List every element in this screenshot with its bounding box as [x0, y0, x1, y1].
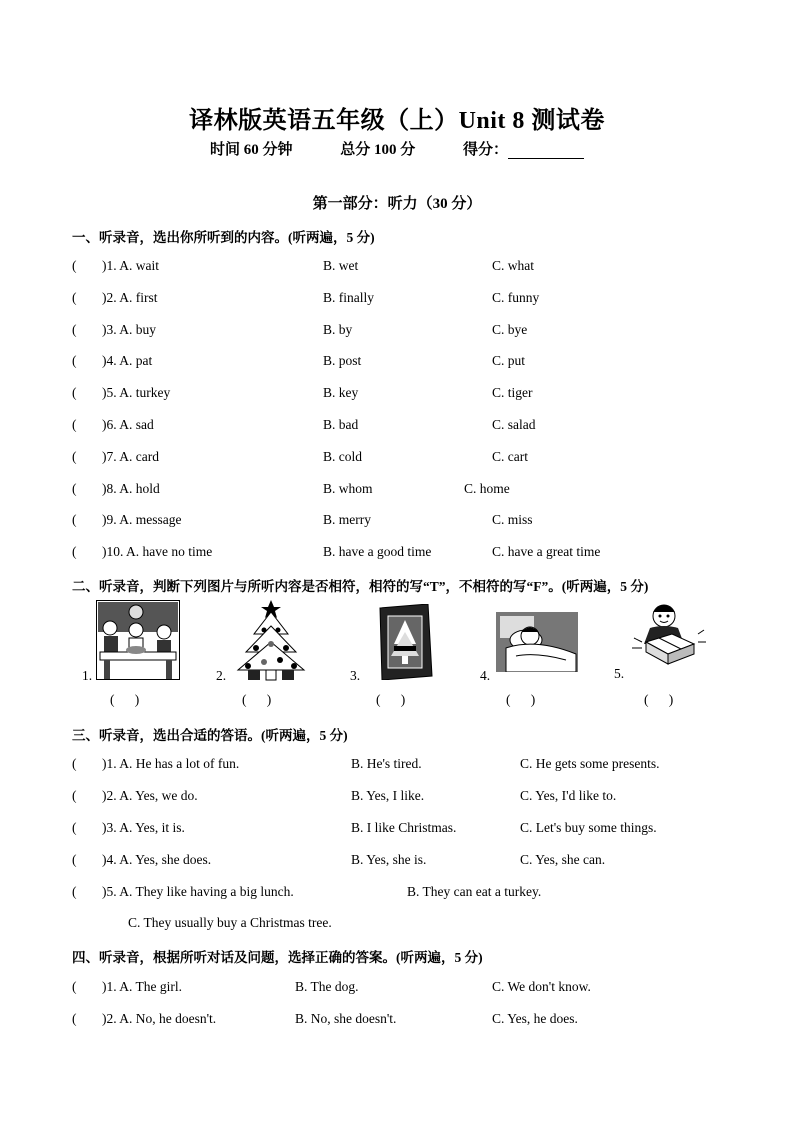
question-row [72, 756, 732, 776]
answer-paren[interactable]: ( [72, 979, 77, 994]
picture-number: 4. [480, 668, 491, 683]
total-score: 总分 100 分 [340, 142, 416, 158]
option-b: B. wet [323, 258, 359, 273]
option-a: )4. A. pat [102, 353, 153, 369]
answer-blank[interactable]: ( ) [242, 692, 272, 707]
option-c: C. put [492, 353, 526, 369]
answer-paren[interactable]: ( [72, 321, 77, 337]
option-c: C. Let's buy some things. [520, 820, 657, 835]
section3-heading: 三、听录音，选出合适的答语。(听两遍，5 分) [72, 728, 348, 743]
option-a: )5. A. They like having a big lunch. [102, 884, 294, 899]
question-row [72, 417, 732, 437]
question-row [72, 884, 732, 930]
option-a: )7. A. card [102, 448, 159, 464]
option-a: )8. A. hold [102, 480, 160, 496]
option-c: C. We don't know. [492, 979, 591, 994]
option-c: C. what [492, 258, 534, 273]
question-row [72, 512, 732, 532]
option-a: )3. A. Yes, it is. [102, 820, 185, 835]
option-a: )2. A. Yes, we do. [102, 788, 198, 803]
answer-blank[interactable]: ( ) [506, 692, 536, 707]
answer-paren[interactable]: ( [72, 385, 77, 401]
option-c: C. cart [492, 448, 528, 464]
score-blank[interactable] [508, 144, 584, 159]
picture-number: 2. [216, 668, 227, 683]
boy-with-present-picture [628, 598, 706, 668]
option-b: B. The dog. [295, 979, 359, 994]
answer-paren[interactable]: ( [72, 852, 77, 867]
question-row [72, 481, 732, 501]
answer-paren[interactable]: ( [72, 448, 77, 464]
answer-paren[interactable]: ( [72, 353, 77, 369]
option-b: B. by [323, 321, 353, 337]
sleeping-boy-picture [496, 612, 578, 672]
question-row [72, 820, 732, 840]
option-a: )1. A. wait [102, 258, 159, 273]
answer-paren[interactable]: ( [72, 512, 77, 528]
answer-paren[interactable]: ( [72, 289, 77, 305]
option-a: )5. A. turkey [102, 385, 171, 401]
picture-number: 3. [350, 668, 361, 683]
family-dinner-picture [96, 600, 180, 680]
answer-paren[interactable]: ( [72, 417, 77, 432]
answer-paren[interactable]: ( [72, 544, 77, 560]
option-c: C. funny [492, 289, 540, 305]
option-b: B. They can eat a turkey. [407, 884, 542, 899]
answer-blank[interactable]: ( ) [110, 692, 140, 707]
question-row [72, 449, 732, 469]
time-limit: 时间 60 分钟 [209, 142, 293, 158]
option-c: C. miss [492, 512, 533, 528]
option-c: C. tiger [492, 385, 533, 401]
question-row [72, 852, 732, 872]
answer-paren[interactable]: ( [72, 820, 77, 835]
option-b: B. cold [323, 448, 362, 464]
question-row [72, 544, 732, 564]
picture-number: 5. [614, 666, 625, 681]
option-b: B. key [323, 385, 359, 401]
option-c: C. Yes, he does. [492, 1011, 578, 1026]
option-c: C. salad [492, 417, 536, 432]
answer-paren[interactable]: ( [72, 258, 77, 273]
option-b: B. post [323, 353, 362, 369]
option-a: )1. A. The girl. [102, 979, 182, 994]
option-b: B. whom [323, 480, 373, 496]
score-label: 得分： [463, 142, 509, 158]
answer-paren[interactable]: ( [72, 1011, 77, 1026]
answer-paren[interactable]: ( [72, 884, 77, 899]
option-a: )6. A. sad [102, 417, 154, 432]
option-a: )4. A. Yes, she does. [102, 852, 212, 867]
option-c: C. Yes, I'd like to. [520, 788, 617, 803]
option-c: C. home [464, 480, 510, 496]
answer-blank[interactable]: ( ) [376, 692, 406, 707]
score-field [463, 138, 584, 159]
option-c: C. bye [492, 321, 528, 337]
picture-row [72, 598, 722, 718]
option-c: C. have a great time [492, 544, 601, 560]
option-b: B. Yes, she is. [351, 852, 427, 867]
option-b: B. finally [323, 289, 374, 305]
option-b: B. merry [323, 512, 371, 528]
option-b: B. I like Christmas. [351, 820, 457, 835]
option-a: )2. A. first [102, 289, 158, 305]
section4-heading: 四、听录音，根据所听对话及问题，选择正确的答案。(听两遍，5 分) [72, 950, 483, 965]
option-c: C. They usually buy a Christmas tree. [128, 915, 332, 930]
option-a: )1. A. He has a lot of fun. [102, 756, 240, 771]
question-row [72, 353, 732, 373]
christmas-card-picture [378, 604, 434, 680]
answer-paren[interactable]: ( [72, 788, 77, 803]
option-b: B. bad [323, 417, 359, 432]
question-row [72, 979, 732, 999]
option-a: )3. A. buy [102, 321, 156, 337]
part-title: 第一部分：听力（30 分） [312, 196, 482, 212]
option-b: B. have a good time [323, 544, 432, 560]
answer-paren[interactable]: ( [72, 756, 77, 771]
question-row [72, 788, 732, 808]
section2-heading: 二、听录音，判断下列图片与所听内容是否相符，相符的写“T”，不相符的写“F”。(听两遍，5 分) [72, 579, 649, 594]
exam-meta [0, 138, 794, 159]
option-b: B. No, she doesn't. [295, 1011, 397, 1026]
picture-number: 1. [82, 668, 93, 683]
option-c: C. Yes, she can. [520, 852, 606, 867]
christmas-tree-picture [234, 598, 308, 682]
question-row [72, 322, 732, 342]
option-b: B. Yes, I like. [351, 788, 425, 803]
page-title: 译林版英语五年级（上）Unit 8 测试卷 [189, 108, 605, 134]
option-a: )9. A. message [102, 512, 182, 528]
question-row [72, 258, 732, 278]
answer-blank[interactable]: ( ) [644, 692, 674, 707]
answer-paren[interactable]: ( [72, 480, 77, 496]
option-c: C. He gets some presents. [520, 756, 660, 771]
question-row [72, 1011, 732, 1031]
option-b: B. He's tired. [351, 756, 422, 771]
option-a: )2. A. No, he doesn't. [102, 1011, 217, 1026]
question-row [72, 385, 732, 405]
question-row [72, 290, 732, 310]
option-a: )10. A. have no time [102, 544, 213, 560]
section1-heading: 一、听录音，选出你所听到的内容。(听两遍，5 分) [72, 230, 375, 245]
